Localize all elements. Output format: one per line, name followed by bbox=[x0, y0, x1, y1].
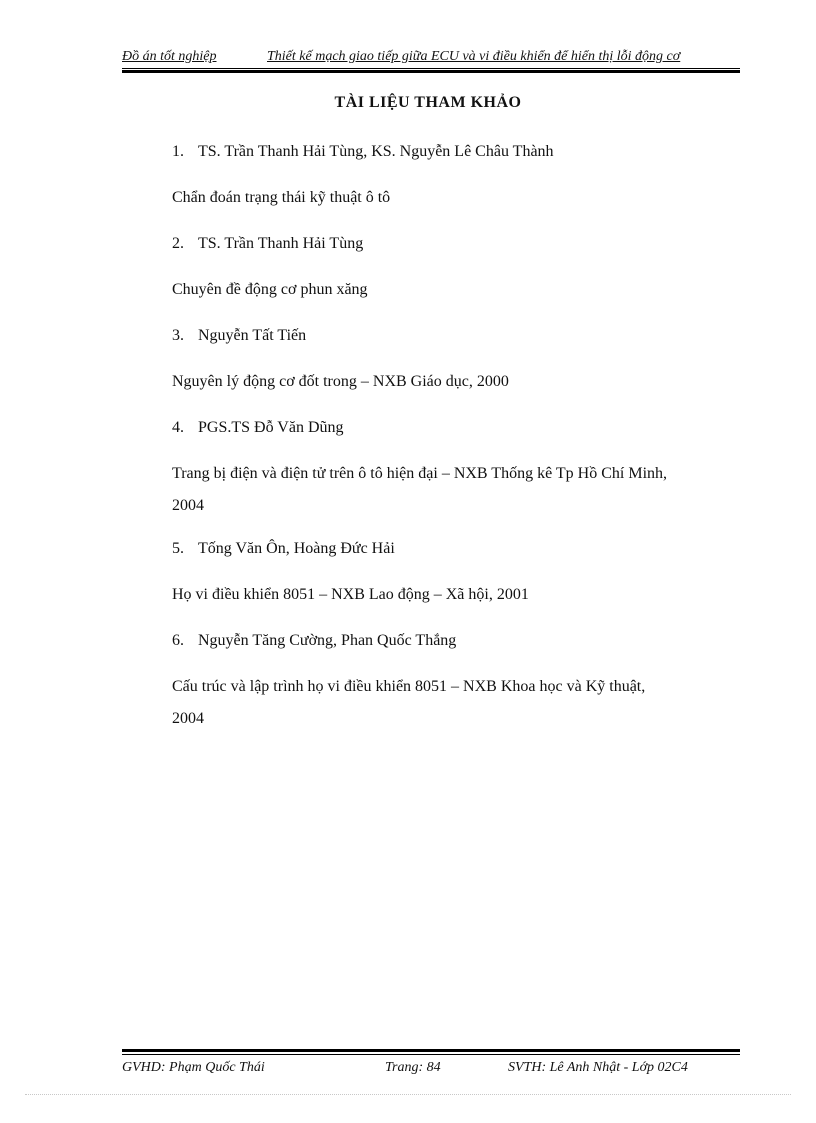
reference-author: 3. Nguyễn Tất Tiến bbox=[172, 324, 732, 348]
reference-item-5 bbox=[172, 537, 732, 607]
reference-item-2 bbox=[172, 232, 732, 302]
header-rule-thick bbox=[122, 70, 740, 73]
reference-author: 1. TS. Trần Thanh Hải Tùng, KS. Nguyễn Lê Châu Thành bbox=[172, 140, 732, 164]
page-title bbox=[0, 94, 816, 112]
reference-number: 5. bbox=[172, 540, 184, 557]
reference-item-1 bbox=[172, 140, 732, 210]
reference-work: Họ vi điều khiển 8051 – NXB Lao động – Xã hội, 2001 bbox=[172, 586, 529, 603]
reference-number: 1. bbox=[172, 143, 184, 160]
reference-number: 2. bbox=[172, 235, 184, 252]
reference-work: Chẩn đoán trạng thái kỹ thuật ô tô bbox=[172, 189, 391, 206]
header-rule-thin bbox=[122, 68, 740, 69]
footer-rule-thick bbox=[122, 1049, 740, 1052]
reference-number: 3. bbox=[172, 327, 184, 344]
header-left-text: Đồ án tốt nghiệp bbox=[122, 49, 217, 64]
footer-student: SVTH: Lê Anh Nhật - Lớp 02C4 bbox=[508, 1060, 688, 1075]
reference-work: Nguyên lý động cơ đốt trong – NXB Giáo dục, 2000 bbox=[172, 373, 509, 390]
footer-page-number: Trang: 84 bbox=[385, 1060, 441, 1075]
reference-number: 4. bbox=[172, 419, 184, 436]
header-right-text: Thiết kế mạch giao tiếp giữa ECU và vi điều khiển để hiển thị lỗi động cơ bbox=[267, 49, 681, 64]
reference-work: Chuyên đề động cơ phun xăng bbox=[172, 281, 368, 298]
reference-work-continued: 2004 bbox=[172, 710, 204, 727]
reference-item-4 bbox=[172, 416, 732, 518]
reference-item-6 bbox=[172, 629, 732, 731]
reference-work: Cấu trúc và lập trình họ vi điều khiển 8051 – NXB Khoa học và Kỹ thuật, bbox=[172, 678, 646, 695]
footer-advisor: GVHD: Phạm Quốc Thái bbox=[122, 1060, 265, 1075]
reference-author: 2. TS. Trần Thanh Hải Tùng bbox=[172, 232, 732, 256]
reference-work: Trang bị điện và điện tử trên ô tô hiện đại – NXB Thống kê Tp Hồ Chí Minh, bbox=[172, 465, 668, 482]
reference-author: 5. Tống Văn Ôn, Hoàng Đức Hải bbox=[172, 537, 732, 561]
page-bottom-border bbox=[25, 1094, 791, 1095]
reference-item-3 bbox=[172, 324, 732, 394]
footer-rule-thin bbox=[122, 1054, 740, 1055]
reference-number: 6. bbox=[172, 632, 184, 649]
reference-work-continued: 2004 bbox=[172, 497, 204, 514]
reference-author: 6. Nguyễn Tăng Cường, Phan Quốc Thắng bbox=[172, 629, 732, 653]
reference-author: 4. PGS.TS Đỗ Văn Dũng bbox=[172, 416, 732, 440]
page-title-text: TÀI LIỆU THAM KHẢO bbox=[334, 94, 522, 111]
